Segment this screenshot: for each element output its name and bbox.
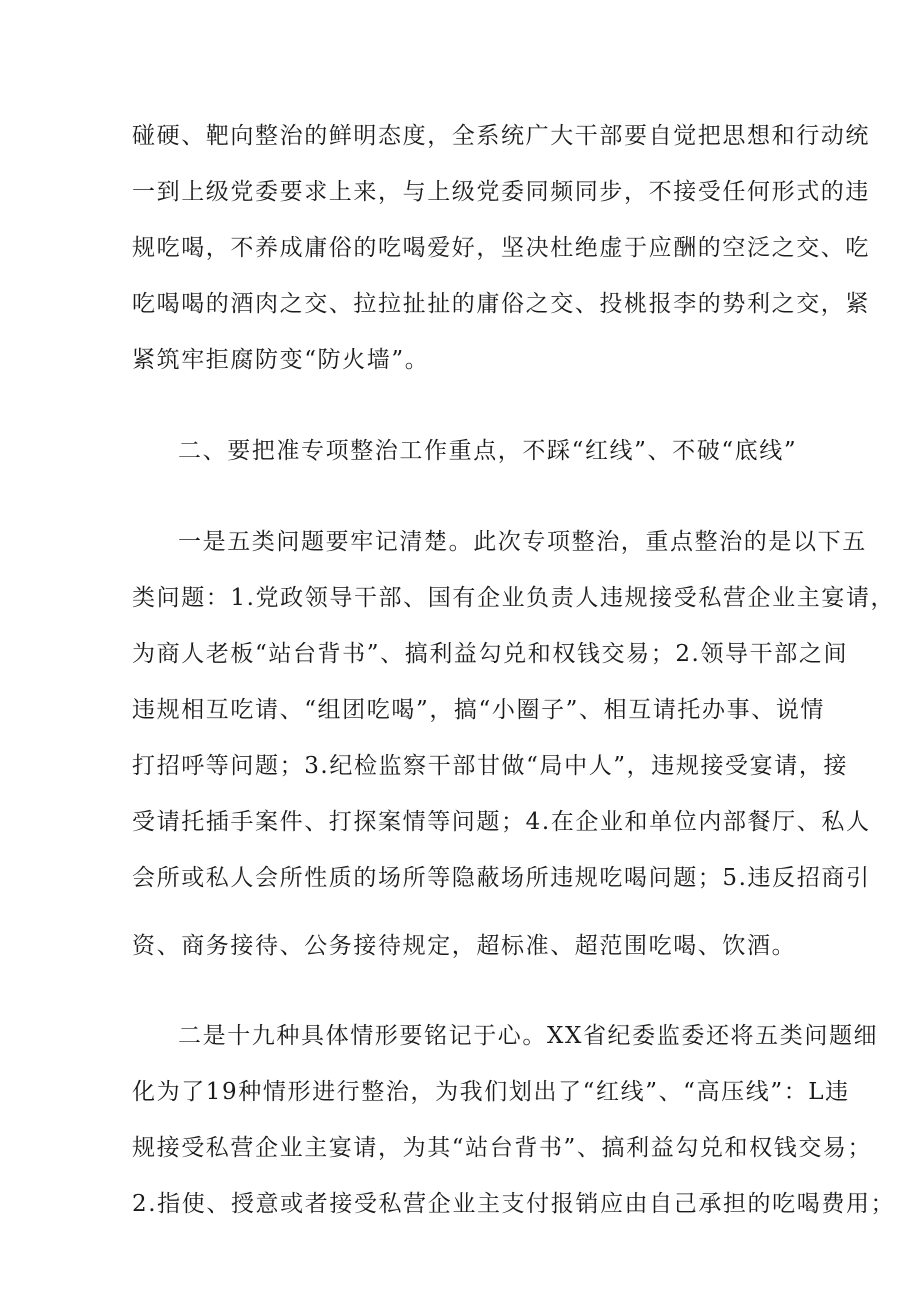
- paragraph-1-line-2: 一到上级党委要求上来，与上级党委同频同步，不接受任何形式的违: [132, 179, 870, 205]
- paragraph-1-line-5: 紧筑牢拒腐防变“防火墙”。: [132, 347, 430, 373]
- paragraph-3-line-2: 化为了19种情形进行整治，为我们划出了“红线”、“高压线”：L违: [132, 1079, 850, 1105]
- paragraph-3-line-4: 2.指使、授意或者接受私营企业主支付报销应由自己承担的吃喝费用；: [132, 1191, 896, 1217]
- paragraph-2-line-4: 违规相互吃请、“组团吃喝”，搞“小圈子”、相互请托办事、说情: [132, 697, 826, 723]
- paragraph-2-line-2: 类问题：1.党政领导干部、国有企业负责人违规接受私营企业主宴请，: [132, 585, 896, 611]
- paragraph-2-line-6: 受请托插手案件、打探案情等问题；4.在企业和单位内部餐厅、私人: [132, 809, 871, 835]
- paragraph-2-line-3: 为商人老板“站台背书”、搞利益勾兑和权钱交易；2.领导干部之间: [132, 641, 849, 667]
- section-heading: 二、要把准专项整治工作重点，不踩“红线”、不破“底线”: [178, 438, 798, 464]
- paragraph-1-line-4: 吃喝喝的酒肉之交、拉拉扯扯的庸俗之交、投桃报李的势利之交，紧: [132, 291, 870, 317]
- paragraph-3-line-1: 二是十九种具体情形要铭记于心。XX省纪委监委还将五类问题细: [178, 1023, 879, 1049]
- paragraph-1-line-3: 规吃喝，不养成庸俗的吃喝爱好，坚决杜绝虚于应酬的空泛之交、吃: [132, 235, 870, 261]
- paragraph-2-line-5: 打招呼等问题；3.纪检监察干部甘做“局中人”，违规接受宴请，接: [132, 753, 849, 779]
- paragraph-1-line-1: 碰硬、靶向整治的鲜明态度，全系统广大干部要自觉把思想和行动统: [132, 123, 870, 149]
- paragraph-2-line-8: 资、商务接待、公务接待规定，超标准、超范围吃喝、饮酒。: [132, 933, 797, 959]
- paragraph-2-line-7: 会所或私人会所性质的场所等隐蔽场所违规吃喝问题；5.违反招商引: [132, 865, 871, 891]
- paragraph-3-line-3: 规接受私营企业主宴请，为其“站台背书”、搞利益勾兑和权钱交易；: [132, 1135, 873, 1161]
- paragraph-2-line-1: 一是五类问题要牢记清楚。此次专项整治，重点整治的是以下五: [178, 529, 867, 555]
